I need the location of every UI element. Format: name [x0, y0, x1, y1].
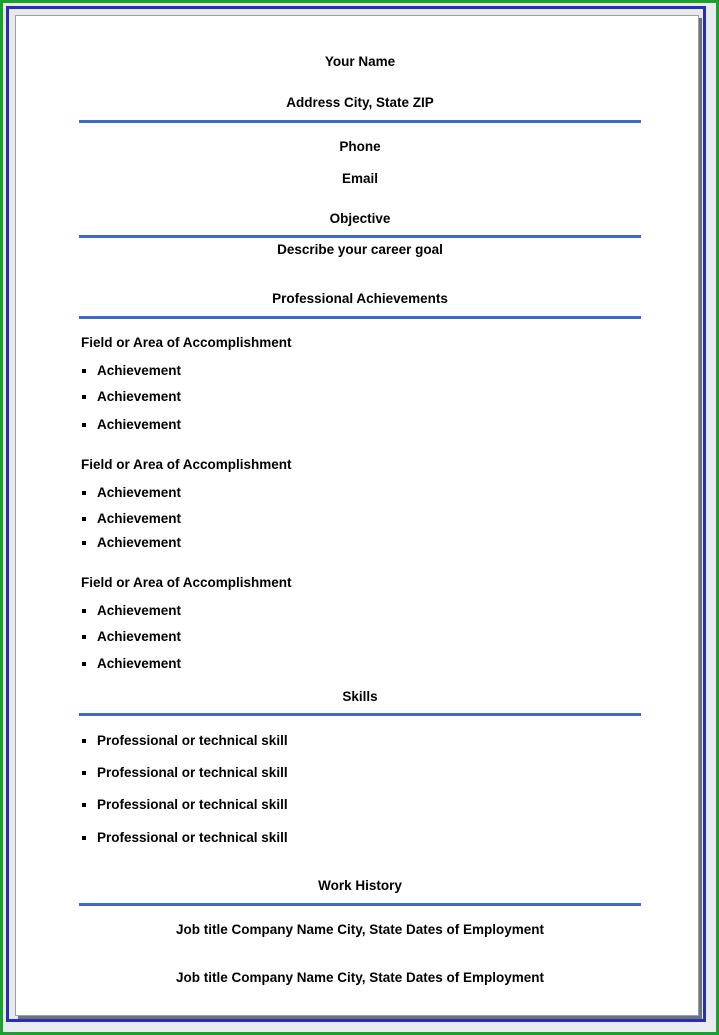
- achievement-item: Achievement: [97, 656, 182, 671]
- bullet-icon: [82, 609, 86, 613]
- accomplishment-field: Field or Area of Accomplishment: [81, 335, 292, 350]
- divider-rule: [79, 713, 641, 716]
- bullet-icon: [82, 803, 86, 807]
- name-line: Your Name: [324, 54, 396, 69]
- achievement-item: Achievement: [97, 363, 182, 378]
- bullet-icon: [82, 491, 86, 495]
- skill-item: Professional or technical skill: [97, 733, 288, 748]
- achievement-item: Achievement: [97, 511, 182, 526]
- achievement-item: Achievement: [97, 485, 182, 500]
- divider-rule: [79, 316, 641, 319]
- skill-item: Professional or technical skill: [97, 830, 288, 845]
- achievement-item: Achievement: [97, 389, 182, 404]
- skill-item: Professional or technical skill: [97, 797, 288, 812]
- phone-line: Phone: [339, 139, 381, 154]
- accomplishment-field: Field or Area of Accomplishment: [81, 457, 292, 472]
- divider-rule: [79, 903, 641, 906]
- bullet-icon: [82, 635, 86, 639]
- section-heading-skills: Skills: [342, 689, 378, 704]
- bullet-icon: [82, 836, 86, 840]
- work-history-item: Job title Company Name City, State Dates of Employment: [175, 922, 545, 937]
- bullet-icon: [82, 739, 86, 743]
- bullet-icon: [82, 369, 86, 373]
- achievement-item: Achievement: [97, 629, 182, 644]
- work-history-item: Job title Company Name City, State Dates of Employment: [175, 970, 545, 985]
- objective-text: Describe your career goal: [277, 242, 443, 257]
- section-heading-achievements: Professional Achievements: [272, 291, 448, 306]
- bullet-icon: [82, 517, 86, 521]
- divider-rule: [79, 120, 641, 123]
- bullet-icon: [82, 662, 86, 666]
- achievement-item: Achievement: [97, 535, 182, 550]
- bullet-icon: [82, 395, 86, 399]
- skill-item: Professional or technical skill: [97, 765, 288, 780]
- bullet-icon: [82, 423, 86, 427]
- address-line: Address City, State ZIP: [286, 95, 434, 110]
- achievement-item: Achievement: [97, 417, 182, 432]
- divider-rule: [79, 235, 641, 238]
- accomplishment-field: Field or Area of Accomplishment: [81, 575, 292, 590]
- email-line: Email: [341, 171, 379, 186]
- bullet-icon: [82, 541, 86, 545]
- achievement-item: Achievement: [97, 603, 182, 618]
- section-heading-objective: Objective: [329, 211, 391, 226]
- bullet-icon: [82, 771, 86, 775]
- section-heading-work-history: Work History: [318, 878, 402, 893]
